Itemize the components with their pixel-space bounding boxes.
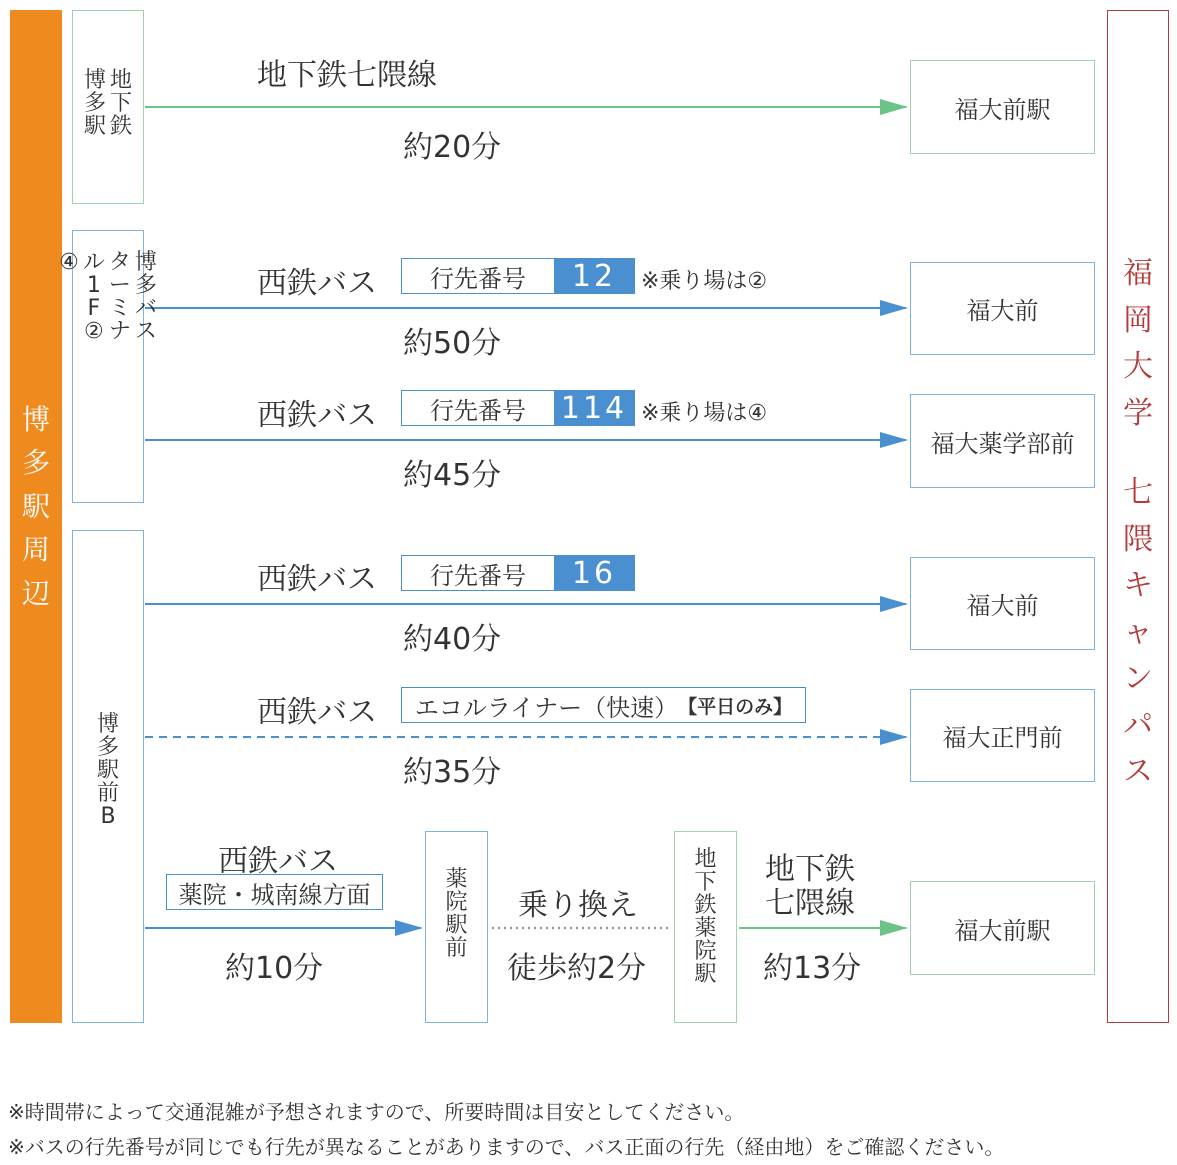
- route-4-destination: 福大前: [910, 557, 1095, 650]
- route-5-service: エコルライナー（快速）: [414, 693, 679, 722]
- route-5-destination: 福大正門前: [910, 689, 1095, 782]
- route-3-number: 114: [554, 391, 634, 425]
- route-6-subway-time: 約13分: [763, 951, 862, 986]
- origin-station-front-b: [72, 530, 144, 1023]
- route-3-chip-label: 行先番号: [402, 391, 554, 425]
- campus-box: [1107, 10, 1169, 1023]
- route-2-number: 12: [554, 259, 634, 293]
- campus-label: 福 岡 大 学 七 隈 キ ャ ン パ ス: [1123, 256, 1153, 789]
- route-2-chip-label: 行先番号: [402, 259, 554, 293]
- origin-bus-terminal-label: 博 多 バ ス タ ー ミ ナ ル 1 F ② ④: [59, 250, 157, 345]
- route-3-time: 約45分: [403, 458, 502, 493]
- route-6-destination: 福大前駅: [910, 881, 1095, 975]
- route-2-time: 約50分: [403, 326, 502, 361]
- route-4-number-chip: [401, 555, 635, 591]
- route-5-time: 約35分: [403, 755, 502, 790]
- origin-subway-label: 地 下 鉄 博 多 駅: [83, 68, 133, 140]
- origin-area-label: 博 多 駅 周 辺: [21, 403, 50, 610]
- footnote-1: ※時間帯によって交通混雑が予想されますので、所要時間は目安としてください。: [8, 1100, 745, 1124]
- footnote-2: ※バスの行先番号が同じでも行先が異なることがありますので、バス正面の行先（経由地）をご確認ください。: [8, 1135, 1005, 1159]
- route-6-subway-line-2: 七隈線: [765, 886, 855, 921]
- route-1-time: 約20分: [403, 130, 502, 165]
- origin-area-bar: [10, 10, 62, 1023]
- route-6-line: 薬院・城南線方面: [166, 874, 383, 910]
- route-6-mode: 西鉄バス: [218, 844, 338, 879]
- route-4-mode: 西鉄バス: [257, 562, 377, 597]
- route-6-time: 約10分: [225, 951, 324, 986]
- route-3-note: ※乗り場は④: [641, 401, 768, 426]
- origin-station-front-label: 博 多 駅 前 B: [96, 712, 119, 830]
- subway-station-label: 地 下 鉄 薬 院 駅: [694, 847, 717, 988]
- route-3-mode: 西鉄バス: [257, 398, 377, 433]
- route-3-number-chip: [401, 390, 635, 426]
- origin-subway-hakata: [72, 10, 144, 204]
- route-5-mode: 西鉄バス: [257, 695, 377, 730]
- route-2-note: ※乗り場は②: [641, 269, 768, 294]
- subway-station-box: [674, 831, 737, 1023]
- transfer-stop-label: 薬 院 駅 前: [445, 867, 468, 962]
- route-3-destination: 福大薬学部前: [910, 394, 1095, 488]
- route-4-number: 16: [554, 556, 634, 590]
- transfer-label: 乗り換え: [518, 888, 638, 923]
- route-1-mode: 地下鉄七隈線: [257, 58, 437, 93]
- route-4-time: 約40分: [403, 622, 502, 657]
- route-2-destination: 福大前: [910, 262, 1095, 355]
- origin-bus-terminal: [59, 230, 157, 503]
- route-2-mode: 西鉄バス: [257, 266, 377, 301]
- route-2-number-chip: [401, 258, 635, 294]
- route-5-service-days: 【平日のみ】: [678, 695, 793, 718]
- route-6-subway-line-1: 地下鉄: [765, 852, 855, 887]
- route-5-service-chip: [401, 687, 806, 723]
- route-4-chip-label: 行先番号: [402, 556, 554, 590]
- walk-time: 徒歩約2分: [507, 951, 647, 986]
- transfer-stop-box: [425, 831, 488, 1023]
- route-1-destination: 福大前駅: [910, 60, 1095, 154]
